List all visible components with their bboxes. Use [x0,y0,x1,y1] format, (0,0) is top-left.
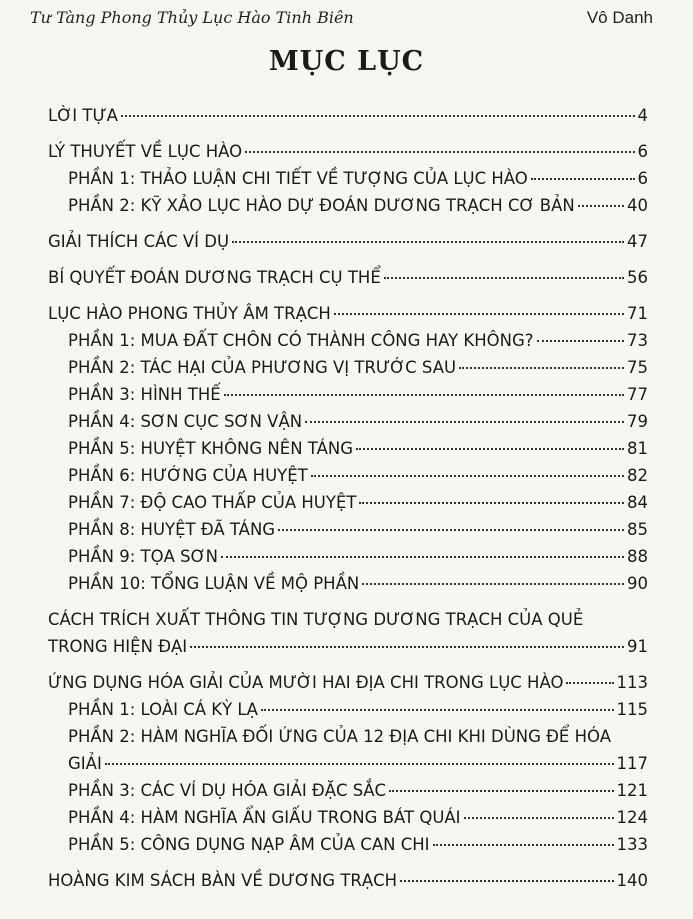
toc-subentry[interactable] [48,723,648,777]
toc-entry-label: LỜI TỰA [48,106,118,125]
book-title: Tư Tàng Phong Thủy Lục Hào Tinh Biên [30,8,354,27]
toc-entry-label: HOÀNG KIM SÁCH BÀN VỀ DƯƠNG TRẠCH [48,871,398,890]
toc-entry-page: 124 [616,808,648,827]
toc-entry-page: 56 [627,268,648,287]
toc-subentry[interactable] [48,381,648,408]
leader-dots [578,205,624,207]
toc-subentry[interactable] [48,408,648,435]
toc-entry-page: 113 [616,673,648,692]
toc-entry-page: 115 [616,700,648,719]
toc-subentry[interactable] [48,831,648,858]
leader-dots [400,880,613,882]
leader-dots [359,502,624,504]
toc-entry-page: 84 [627,493,648,512]
toc-entry[interactable] [48,867,648,894]
toc-entry-label: PHẦN 5: CÔNG DỤNG NẠP ÂM CỦA CAN CHI [68,835,430,854]
toc-entry-page: 4 [637,106,648,125]
toc-entry[interactable] [48,606,648,660]
leader-dots [334,313,624,315]
leader-dots [362,583,624,585]
toc-entry-page: 6 [637,169,648,188]
leader-dots [384,277,624,279]
toc-entry[interactable] [48,228,648,255]
toc-entry-label: TRONG HIỆN ĐẠI [48,637,188,656]
toc-subentry[interactable] [48,462,648,489]
toc-entry-page: 81 [627,439,648,458]
toc-entry-label: PHẦN 2: TÁC HẠI CỦA PHƯƠNG VỊ TRƯỚC SAU [68,358,457,377]
leader-dots [190,646,624,648]
toc-entry-label: PHẦN 9: TỌA SƠN [68,547,219,566]
leader-dots [221,556,624,558]
leader-dots [224,394,624,396]
toc-entry-page: 77 [627,385,648,404]
toc-entry-label: PHẦN 8: HUYỆT ĐÃ TÁNG [68,520,276,539]
page-title: MỤC LỤC [268,46,425,77]
toc-entry-label: PHẦN 5: HUYỆT KHÔNG NÊN TÁNG [68,439,354,458]
leader-dots [537,340,624,342]
toc-subentry[interactable] [48,489,648,516]
toc-entry-page: 82 [627,466,648,485]
toc-entry-label: PHẦN 3: HÌNH THẾ [68,385,221,404]
toc-entry-label: PHẦN 3: CÁC VÍ DỤ HÓA GIẢI ĐẶC SẮC [68,781,387,800]
toc-entry-page: 47 [627,232,648,251]
leader-dots [531,178,635,180]
toc-entry-label: PHẦN 4: SƠN CỤC SƠN VẬN [68,412,303,431]
toc-entry-label: PHẦN 6: HƯỚNG CỦA HUYỆT [68,466,308,485]
toc-entry-label: PHẦN 1: THẢO LUẬN CHI TIẾT VỀ TƯỢNG CỦA LỤC HÀO [68,169,528,188]
toc-subentry[interactable] [48,327,648,354]
toc-entry-label-line1: CÁCH TRÍCH XUẤT THÔNG TIN TƯỢNG DƯƠNG TRẠCH CỦA QUẺ [48,610,584,629]
author: Vô Danh [586,8,653,27]
toc-entry-label: GIẢI THÍCH CÁC VÍ DỤ [48,232,230,251]
toc-entry-page: 133 [616,835,648,854]
leader-dots [311,475,624,477]
toc-entry-page: 79 [627,412,648,431]
leader-dots [464,817,614,819]
toc-entry-label: PHẦN 7: ĐỘ CAO THẤP CỦA HUYỆT [68,493,357,512]
toc-entry-page: 121 [616,781,648,800]
toc-subentry[interactable] [48,165,648,192]
toc-subentry[interactable] [48,804,648,831]
toc-entry-label: PHẦN 1: LOÀI CÁ KỲ LẠ [68,700,258,719]
toc-entry-page: 91 [627,637,648,656]
toc-entry[interactable] [48,264,648,291]
toc-entry-page: 85 [627,520,648,539]
toc-entry-label: PHẦN 10: TỔNG LUẬN VỀ MỘ PHẦN [68,574,360,593]
toc-entry-label: PHẦN 1: MUA ĐẤT CHÔN CÓ THÀNH CÔNG HAY KHÔNG? [68,331,534,350]
leader-dots [305,421,624,423]
toc-entry-page: 73 [627,331,648,350]
leader-dots [121,115,635,117]
toc-entry-label: PHẦN 4: HÀM NGHĨA ẨN GIẤU TRONG BÁT QUÁI [68,808,461,827]
toc-entry[interactable] [48,138,648,165]
toc-subentry[interactable] [48,543,648,570]
toc-entry-page: 117 [616,754,648,773]
toc-entry-page: 75 [627,358,648,377]
toc-entry-page: 140 [616,871,648,890]
toc-entry-page: 40 [627,196,648,215]
leader-dots [459,367,624,369]
toc-entry-label: LỤC HÀO PHONG THỦY ÂM TRẠCH [48,304,331,323]
toc-subentry[interactable] [48,696,648,723]
leader-dots [278,529,624,531]
toc-entry-page: 88 [627,547,648,566]
toc-entry-page: 90 [627,574,648,593]
toc-subentry[interactable] [48,777,648,804]
toc-entry-label: BÍ QUYẾT ĐOÁN DƯƠNG TRẠCH CỤ THỂ [48,268,381,287]
toc-entry[interactable] [48,300,648,327]
leader-dots [232,241,624,243]
toc-entry-page: 71 [627,304,648,323]
toc-entry-label: PHẦN 2: KỸ XẢO LỤC HÀO DỰ ĐOÁN DƯƠNG TRẠCH CƠ BẢN [68,196,575,215]
leader-dots [245,151,634,153]
toc-entry-label: ỨNG DỤNG HÓA GIẢI CỦA MƯỜI HAI ĐỊA CHI TRONG LỤC HÀO [48,673,564,692]
toc-entry[interactable] [48,102,648,129]
leader-dots [433,844,614,846]
toc-subentry[interactable] [48,192,648,219]
toc-entry-label-line1: PHẦN 2: HÀM NGHĨA ĐỐI ỨNG CỦA 12 ĐỊA CHI KHI DÙNG ĐỂ HÓA [68,727,611,746]
leader-dots [261,709,614,711]
toc-subentry[interactable] [48,570,648,597]
toc-subentry[interactable] [48,516,648,543]
leader-dots [105,763,614,765]
leader-dots [356,448,624,450]
toc-entry[interactable] [48,669,648,696]
toc-subentry[interactable] [48,435,648,462]
table-of-contents [48,102,648,894]
toc-entry-page: 6 [637,142,648,161]
leader-dots [566,682,613,684]
toc-subentry[interactable] [48,354,648,381]
toc-entry-label: GIẢI [68,754,102,773]
leader-dots [389,790,613,792]
toc-entry-label: LÝ THUYẾT VỀ LỤC HÀO [48,142,243,161]
